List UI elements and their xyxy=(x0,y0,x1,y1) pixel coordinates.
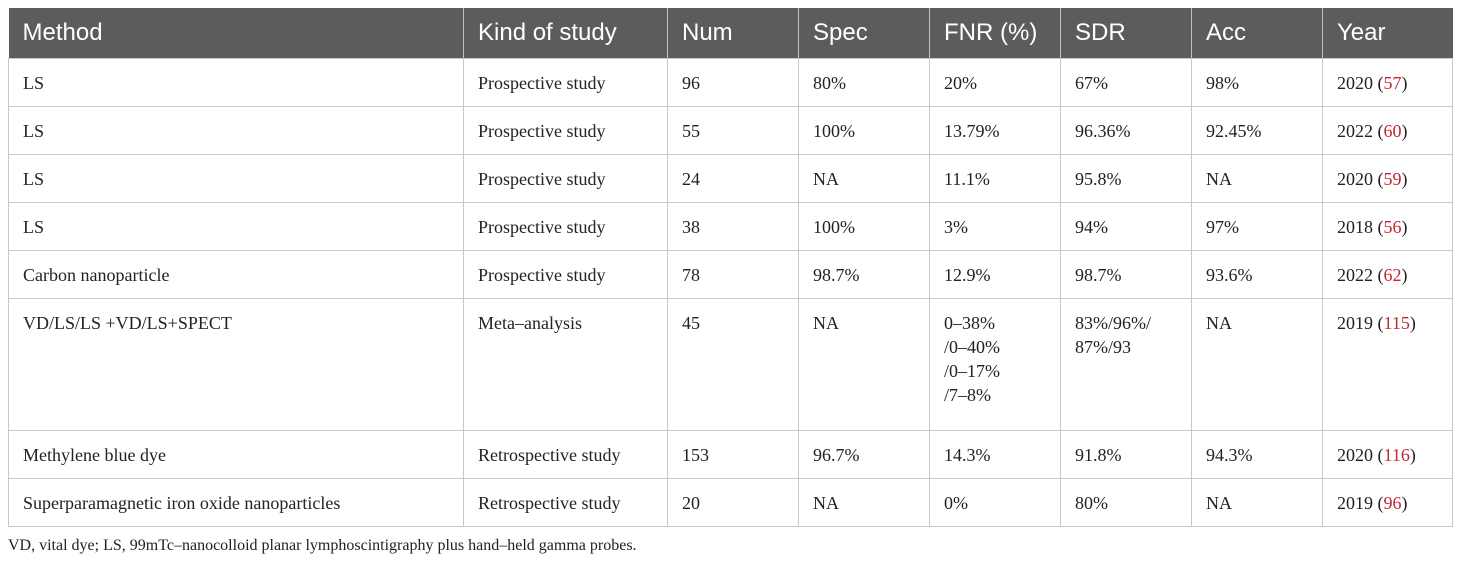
spec-cell: 100% xyxy=(799,107,930,155)
num-cell: 24 xyxy=(668,155,799,203)
year-value: 2020 xyxy=(1337,445,1373,465)
year-cell: 2020 (57) xyxy=(1323,59,1453,107)
sdr-cell xyxy=(1061,59,1192,107)
kind-cell: Prospective study xyxy=(464,251,668,299)
column-header: Kind of study xyxy=(464,8,668,59)
sdr-cell-line: 94% xyxy=(1075,217,1108,237)
acc-cell: NA xyxy=(1192,155,1323,203)
num-cell: 38 xyxy=(668,203,799,251)
header-row xyxy=(9,8,1453,59)
sdr-cell-line: 80% xyxy=(1075,493,1108,513)
fnr-cell-line: 3% xyxy=(944,217,968,237)
sdr-cell xyxy=(1061,479,1192,527)
fnr-cell xyxy=(930,299,1061,431)
table-row xyxy=(9,299,1453,431)
spec-cell: 80% xyxy=(799,59,930,107)
study-comparison-table xyxy=(8,8,1453,527)
num-cell: 78 xyxy=(668,251,799,299)
reference-link[interactable]: 60 xyxy=(1383,121,1402,141)
spec-cell: 100% xyxy=(799,203,930,251)
year-cell: 2019 (115) xyxy=(1323,299,1453,431)
fnr-cell-line: 0–38% xyxy=(944,313,995,333)
acc-cell: 92.45% xyxy=(1192,107,1323,155)
sdr-cell xyxy=(1061,155,1192,203)
sdr-cell-line: 67% xyxy=(1075,73,1108,93)
method-cell: LS xyxy=(9,155,464,203)
acc-cell: 93.6% xyxy=(1192,251,1323,299)
fnr-cell xyxy=(930,479,1061,527)
method-cell: Methylene blue dye xyxy=(9,431,464,479)
column-header: Spec xyxy=(799,8,930,59)
kind-cell: Prospective study xyxy=(464,155,668,203)
kind-cell: Prospective study xyxy=(464,59,668,107)
method-cell: LS xyxy=(9,107,464,155)
column-header: SDR xyxy=(1061,8,1192,59)
fnr-cell-line: 20% xyxy=(944,73,977,93)
reference-link[interactable]: 59 xyxy=(1383,169,1402,189)
table-row xyxy=(9,155,1453,203)
fnr-cell xyxy=(930,107,1061,155)
table-footnote: VD, vital dye; LS, 99mTc–nanocolloid planar lymphoscintigraphy plus hand–held gamma probes. xyxy=(8,537,637,554)
spec-cell: 98.7% xyxy=(799,251,930,299)
num-cell: 45 xyxy=(668,299,799,431)
num-cell: 20 xyxy=(668,479,799,527)
reference-link[interactable]: 116 xyxy=(1383,445,1410,465)
fnr-cell xyxy=(930,203,1061,251)
table-row xyxy=(9,59,1453,107)
kind-cell: Prospective study xyxy=(464,203,668,251)
reference-link[interactable]: 57 xyxy=(1383,73,1402,93)
year-cell: 2020 (116) xyxy=(1323,431,1453,479)
table-row xyxy=(9,107,1453,155)
method-cell: Superparamagnetic iron oxide nanoparticles xyxy=(9,479,464,527)
method-cell: Carbon nanoparticle xyxy=(9,251,464,299)
fnr-cell xyxy=(930,251,1061,299)
sdr-cell-line: 83%/96%/ xyxy=(1075,313,1151,333)
method-cell: LS xyxy=(9,203,464,251)
table-row xyxy=(9,431,1453,479)
reference-link[interactable]: 62 xyxy=(1383,265,1402,285)
fnr-cell xyxy=(930,155,1061,203)
table-body xyxy=(9,59,1453,527)
spec-cell: 96.7% xyxy=(799,431,930,479)
kind-cell: Retrospective study xyxy=(464,431,668,479)
year-cell: 2022 (62) xyxy=(1323,251,1453,299)
column-header: Num xyxy=(668,8,799,59)
sdr-cell xyxy=(1061,299,1192,431)
fnr-cell xyxy=(930,431,1061,479)
column-header: Year xyxy=(1323,8,1453,59)
fnr-cell-line: 0% xyxy=(944,493,968,513)
num-cell: 96 xyxy=(668,59,799,107)
acc-cell: 94.3% xyxy=(1192,431,1323,479)
year-value: 2019 xyxy=(1337,313,1373,333)
year-cell: 2018 (56) xyxy=(1323,203,1453,251)
sdr-cell xyxy=(1061,107,1192,155)
year-cell: 2019 (96) xyxy=(1323,479,1453,527)
spec-cell: NA xyxy=(799,155,930,203)
fnr-cell-line: /7–8% xyxy=(944,385,991,405)
sdr-cell-line: 98.7% xyxy=(1075,265,1122,285)
acc-cell: NA xyxy=(1192,479,1323,527)
fnr-cell-line: 14.3% xyxy=(944,445,991,465)
sdr-cell-line: 96.36% xyxy=(1075,121,1131,141)
kind-cell: Prospective study xyxy=(464,107,668,155)
reference-link[interactable]: 115 xyxy=(1383,313,1410,333)
reference-link[interactable]: 56 xyxy=(1383,217,1402,237)
column-header: Method xyxy=(9,8,464,59)
sdr-cell xyxy=(1061,251,1192,299)
fnr-cell-line: /0–40% xyxy=(944,337,1000,357)
table-row xyxy=(9,479,1453,527)
fnr-cell-line: 12.9% xyxy=(944,265,991,285)
spec-cell: NA xyxy=(799,299,930,431)
sdr-cell xyxy=(1061,203,1192,251)
num-cell: 153 xyxy=(668,431,799,479)
fnr-cell xyxy=(930,59,1061,107)
year-value: 2019 xyxy=(1337,493,1373,513)
method-cell: VD/LS/LS +VD/LS+SPECT xyxy=(9,299,464,431)
reference-link[interactable]: 96 xyxy=(1383,493,1402,513)
sdr-cell-line: 87%/93 xyxy=(1075,337,1131,357)
fnr-cell-line: 11.1% xyxy=(944,169,990,189)
year-value: 2020 xyxy=(1337,73,1373,93)
fnr-cell-line: 13.79% xyxy=(944,121,1000,141)
column-header: Acc xyxy=(1192,8,1323,59)
acc-cell: 98% xyxy=(1192,59,1323,107)
year-value: 2018 xyxy=(1337,217,1373,237)
year-value: 2022 xyxy=(1337,265,1373,285)
kind-cell: Meta–analysis xyxy=(464,299,668,431)
kind-cell: Retrospective study xyxy=(464,479,668,527)
year-value: 2020 xyxy=(1337,169,1373,189)
sdr-cell-line: 95.8% xyxy=(1075,169,1122,189)
num-cell: 55 xyxy=(668,107,799,155)
table-row xyxy=(9,251,1453,299)
table-row xyxy=(9,203,1453,251)
method-cell: LS xyxy=(9,59,464,107)
year-cell: 2022 (60) xyxy=(1323,107,1453,155)
sdr-cell-line: 91.8% xyxy=(1075,445,1122,465)
acc-cell: 97% xyxy=(1192,203,1323,251)
acc-cell: NA xyxy=(1192,299,1323,431)
fnr-cell-line: /0–17% xyxy=(944,361,1000,381)
spec-cell: NA xyxy=(799,479,930,527)
study-table-container xyxy=(8,8,1452,527)
year-cell: 2020 (59) xyxy=(1323,155,1453,203)
year-value: 2022 xyxy=(1337,121,1373,141)
sdr-cell xyxy=(1061,431,1192,479)
column-header: FNR (%) xyxy=(930,8,1061,59)
